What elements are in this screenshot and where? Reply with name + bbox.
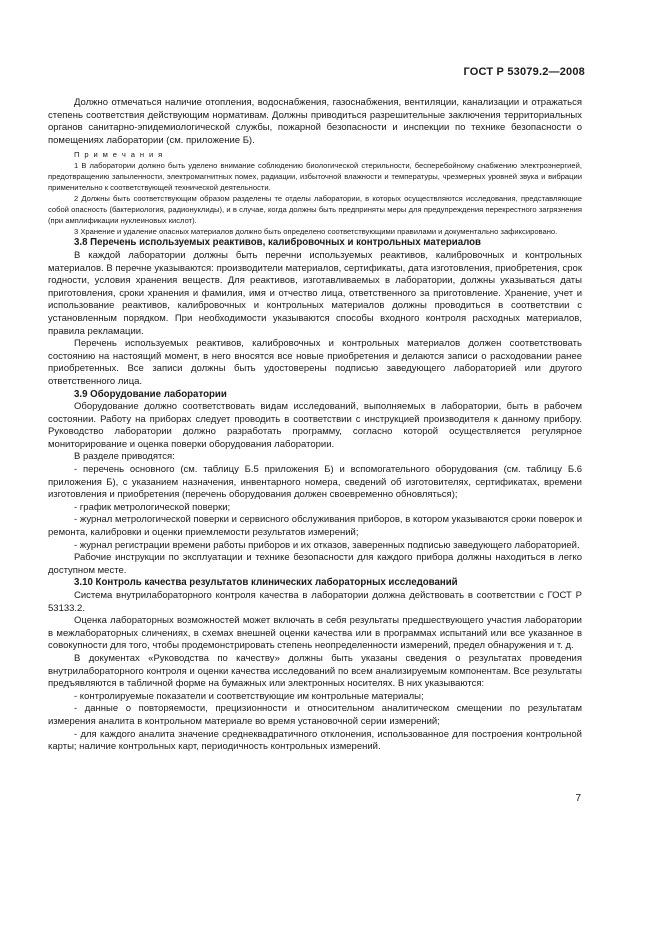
paragraph: Перечень используемых реактивов, калибровочных и контрольных материалов должен соответствовать состоянию на настоящий момент, в него вносятся все новые приобретения и делаются записи о расходовании ранее приобретенных. Все записи должны быть удостоверены подписью заведующего лабораторией или другого ответственного лица. bbox=[48, 338, 582, 387]
list-item: - график метрологической поверки; bbox=[74, 501, 231, 513]
notes-title: П р и м е ч а н и я bbox=[74, 150, 164, 160]
intro-paragraph: Должно отмечаться наличие отопления, водоснабжения, газоснабжения, вентиляции, канализации и отражаться степень соответствия действующим нормативам. Должны приводиться разрешительные заключения территориальных органов санитарно-эпидемиологической службы, пожарной безопасности и инспекции по технике безопасности о помещениях лаборатории (см. приложение Б). bbox=[48, 97, 582, 146]
paragraph: Оценка лабораторных возможностей может включать в себя результаты предшествующего участия лаборатории в межлабораторных сличениях, в схемах внешней оценки качества или в программах испытаний или все указанное в совокупности для того, чтобы продемонстрировать степень неопределенности измерений, предел обнаружения и т. д. bbox=[48, 615, 582, 652]
note-item: 2 Должны быть соответствующим образом разделены те отделы лаборатории, в которых осуществляются исследования, представляющие собой опасность (бактериология, радионуклиды), и в случае, когда должны быть предприняты меры для предупреждения перекрестного загрязнения (при амплификации нуклеиновых кислот). bbox=[48, 194, 582, 226]
paragraph: Рабочие инструкции по эксплуатации и технике безопасности для каждого прибора должны находиться в легко доступном месте. bbox=[48, 552, 582, 576]
list-item: - журнал регистрации времени работы приборов и их отказов, заверенных подписью заведующего лабораторией. bbox=[74, 539, 580, 551]
list-item: - для каждого аналита значение среднеквадратичного отклонения, использованное для построения контрольной карты; наличие контрольных карт, периодичность контрольных измерений. bbox=[48, 728, 582, 753]
page-number: 7 bbox=[575, 793, 581, 804]
list-item: - перечень основного (см. таблицу Б.5 приложения Б) и вспомогательного оборудования (см. таблицу Б.6 приложения Б), с указанием назначения, инвентарного номера, сведений об изготовителях, сертификатах, времени изготовления и приобретения (перечень оборудования должен своевременно обновляться); bbox=[48, 464, 582, 501]
note-item: 1 В лаборатории должно быть уделено внимание соблюдению биологической стерильности, бесперебойному снабжению электроэнергией, предотвращению запыленности, электромагнитных помех, радиации, избыточной влажности и температуры, чрезмерных уровней звука и вибрации применительно к соответствующей технической деятельности. bbox=[48, 161, 582, 193]
paragraph: В документах «Руководства по качеству» должны быть указаны сведения о результатах проведения внутрилабораторного контроля и оценки качества исследований по всем анализируемым компонентам. Все результаты предъявляются в табличной форме на бумажных или электронных носителях. В них указываются: bbox=[48, 652, 582, 690]
standard-header: ГОСТ Р 53079.2—2008 bbox=[463, 66, 585, 78]
list-item: - контролируемые показатели и соответствующие им контрольные материалы; bbox=[74, 690, 424, 702]
section-heading-3-10: 3.10 Контроль качества результатов клинических лабораторных исследований bbox=[74, 577, 458, 589]
paragraph: Оборудование должно соответствовать видам исследований, выполняемых в лаборатории, быть в рабочем состоянии. Работу на приборах следует проводить в соответствии с инструкцией производителя к данному прибору. Руководство лаборатории должно разработать программу, согласно которой осуществляется регулярное мониторирование и оценка поверки оборудования лаборатории. bbox=[48, 401, 582, 450]
paragraph: В разделе приводятся: bbox=[74, 451, 175, 463]
list-item: - данные о повторяемости, прецизионности и относительном аналитическом смещении по результатам измерения аналита в контрольном материале во время установочной серии измерений; bbox=[48, 703, 582, 727]
note-item: 3 Хранение и удаление опасных материалов должно быть определено соответствующими правилами и документально зафиксировано. bbox=[74, 227, 558, 237]
paragraph: В каждой лаборатории должны быть перечни используемых реактивов, калибровочных и контрольных материалов. В перечне указываются: производители материалов, сертификаты, дата изготовления, приобретения, срок годности, условия хранения веществ. Для реактивов, изготавливаемых в лаборатории, должны указываться даты приготовления, сроки хранения и фамилия, имя и отчество лица, ответственного за приготовление. Хранение, учет и использование реактивов, калибровочных и контрольных материалов должны проводиться в соответствии с установленным порядком. При необходимости указываются способы входного контроля расходных материалов, правила рекламации. bbox=[48, 249, 582, 337]
list-item: - журнал метрологической поверки и сервисного обслуживания приборов, в котором указываются сроки поверок и ремонта, калибровки и оценки приемлемости результатов измерений; bbox=[48, 514, 582, 539]
paragraph: Система внутрилабораторного контроля качества в лаборатории должна действовать в соответствии с ГОСТ Р 53133.2. bbox=[48, 590, 582, 614]
section-heading-3-9: 3.9 Оборудование лаборатории bbox=[74, 388, 227, 400]
section-heading-3-8: 3.8 Перечень используемых реактивов, калибровочных и контрольных материалов bbox=[74, 237, 481, 249]
document-body bbox=[48, 97, 582, 754]
notes-block bbox=[48, 149, 582, 237]
